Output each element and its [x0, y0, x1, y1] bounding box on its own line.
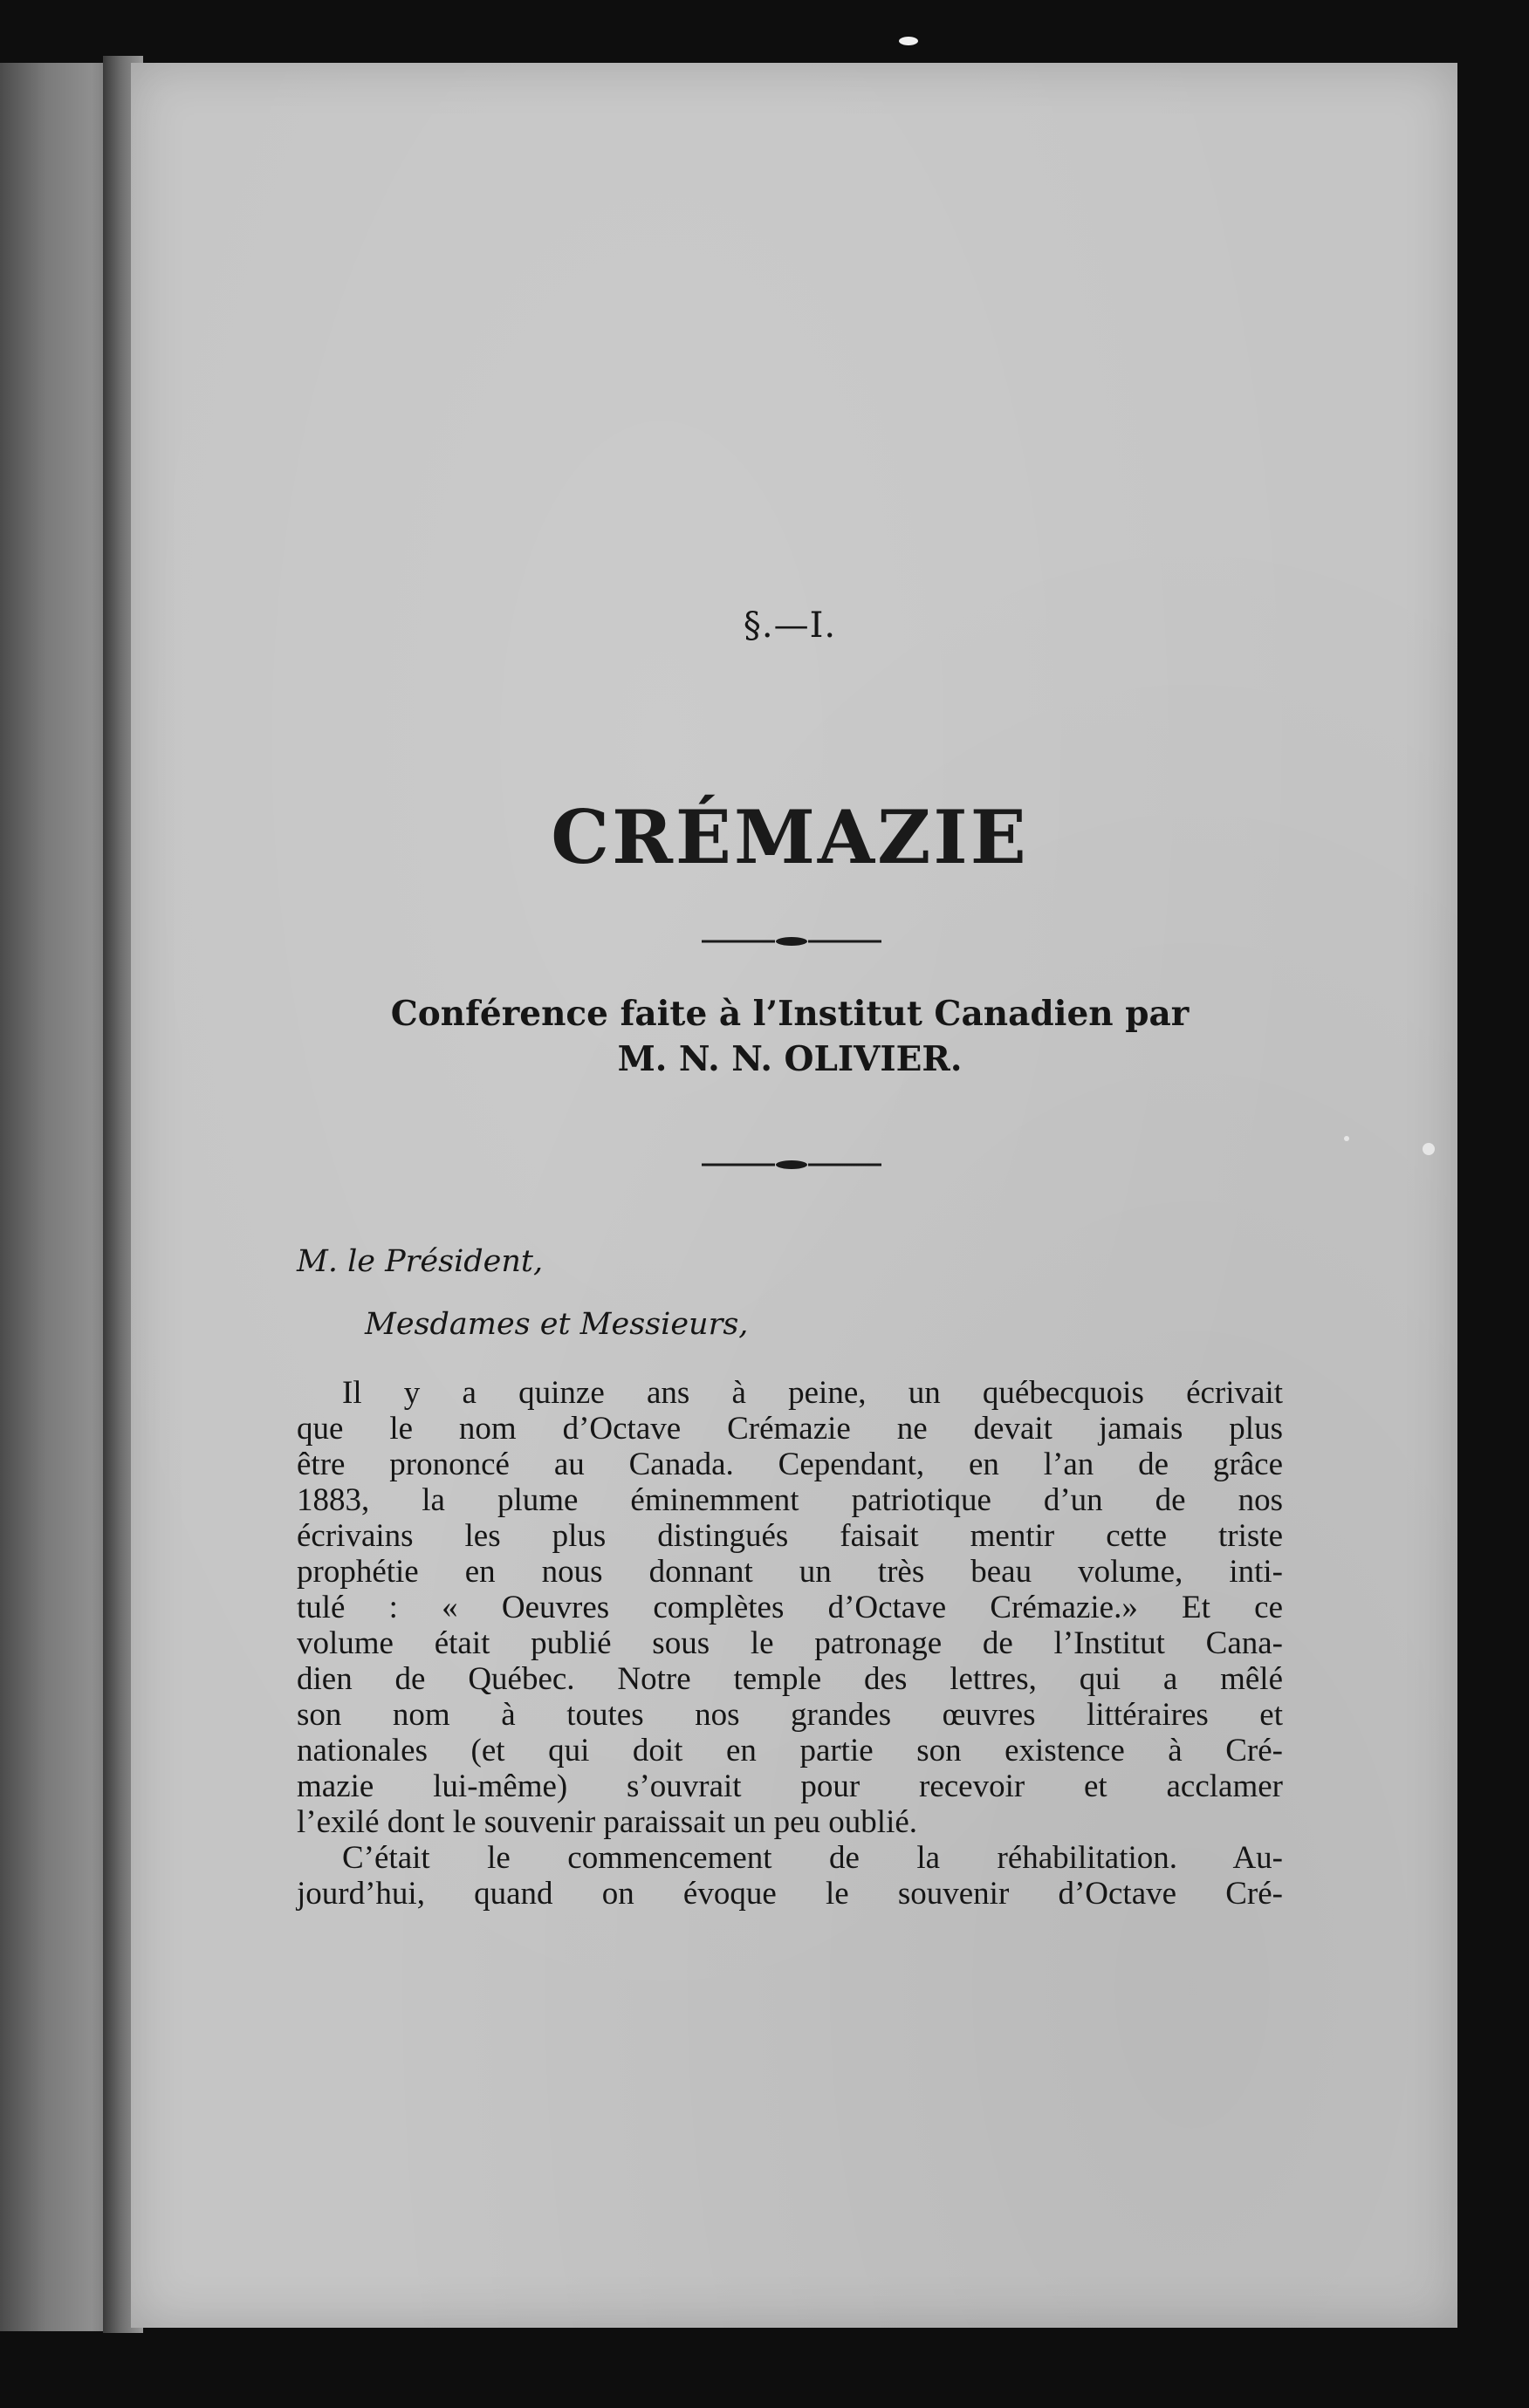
body-line: écrivains les plus distingués faisait mentir cette triste: [297, 1518, 1283, 1554]
body-line: Il y a quinze ans à peine, un québecquois écrivait: [342, 1375, 1283, 1411]
subtitle-line: Conférence faite à l’Institut Canadien par: [390, 994, 1190, 1034]
body-line: tulé : « Oeuvres complètes d’Octave Crémazie.» Et ce: [297, 1590, 1283, 1625]
body-line: jourd’hui, quand on évoque le souvenir d’Octave Cré-: [297, 1876, 1283, 1912]
salutation-president: M. le Président,: [297, 1244, 544, 1279]
body-line: prophétie en nous donnant un très beau volume, inti-: [297, 1554, 1283, 1590]
body-line: son nom à toutes nos grandes œuvres littéraires et: [297, 1697, 1283, 1733]
salutation-audience: Mesdames et Messieurs,: [365, 1307, 749, 1342]
body-line: nationales (et qui doit en partie son existence à Cré-: [297, 1733, 1283, 1768]
lecture-subtitle: [297, 991, 1283, 1082]
body-line: être prononcé au Canada. Cependant, en l’an de grâce: [297, 1447, 1283, 1482]
dust-speck: [899, 37, 918, 45]
ornamental-rule: [700, 1157, 883, 1173]
page-title: CRÉMAZIE: [551, 794, 1029, 880]
ornamental-rule: [700, 934, 883, 949]
subtitle-line: M. N. N. OLIVIER.: [617, 1039, 963, 1079]
body-line: dien de Québec. Notre temple des lettres, qui a mêlé: [297, 1661, 1283, 1697]
body-line: 1883, la plume éminemment patriotique d’un de nos: [297, 1482, 1283, 1518]
body-line: volume était publié sous le patronage de l’Institut Cana-: [297, 1625, 1283, 1661]
body-line: C’était le commencement de la réhabilitation. Au-: [342, 1840, 1283, 1876]
body-line: que le nom d’Octave Crémazie ne devait jamais plus: [297, 1411, 1283, 1447]
book-page: [131, 63, 1457, 2328]
body-line: mazie lui-même) s’ouvrait pour recevoir et acclamer: [297, 1768, 1283, 1804]
dust-speck: [1344, 1136, 1349, 1141]
body-line: l’exilé dont le souvenir paraissait un peu oublié.: [297, 1804, 918, 1840]
body-paragraphs: [297, 1375, 1283, 1912]
dust-speck: [1423, 1143, 1435, 1155]
section-heading: §.—I.: [743, 605, 837, 646]
